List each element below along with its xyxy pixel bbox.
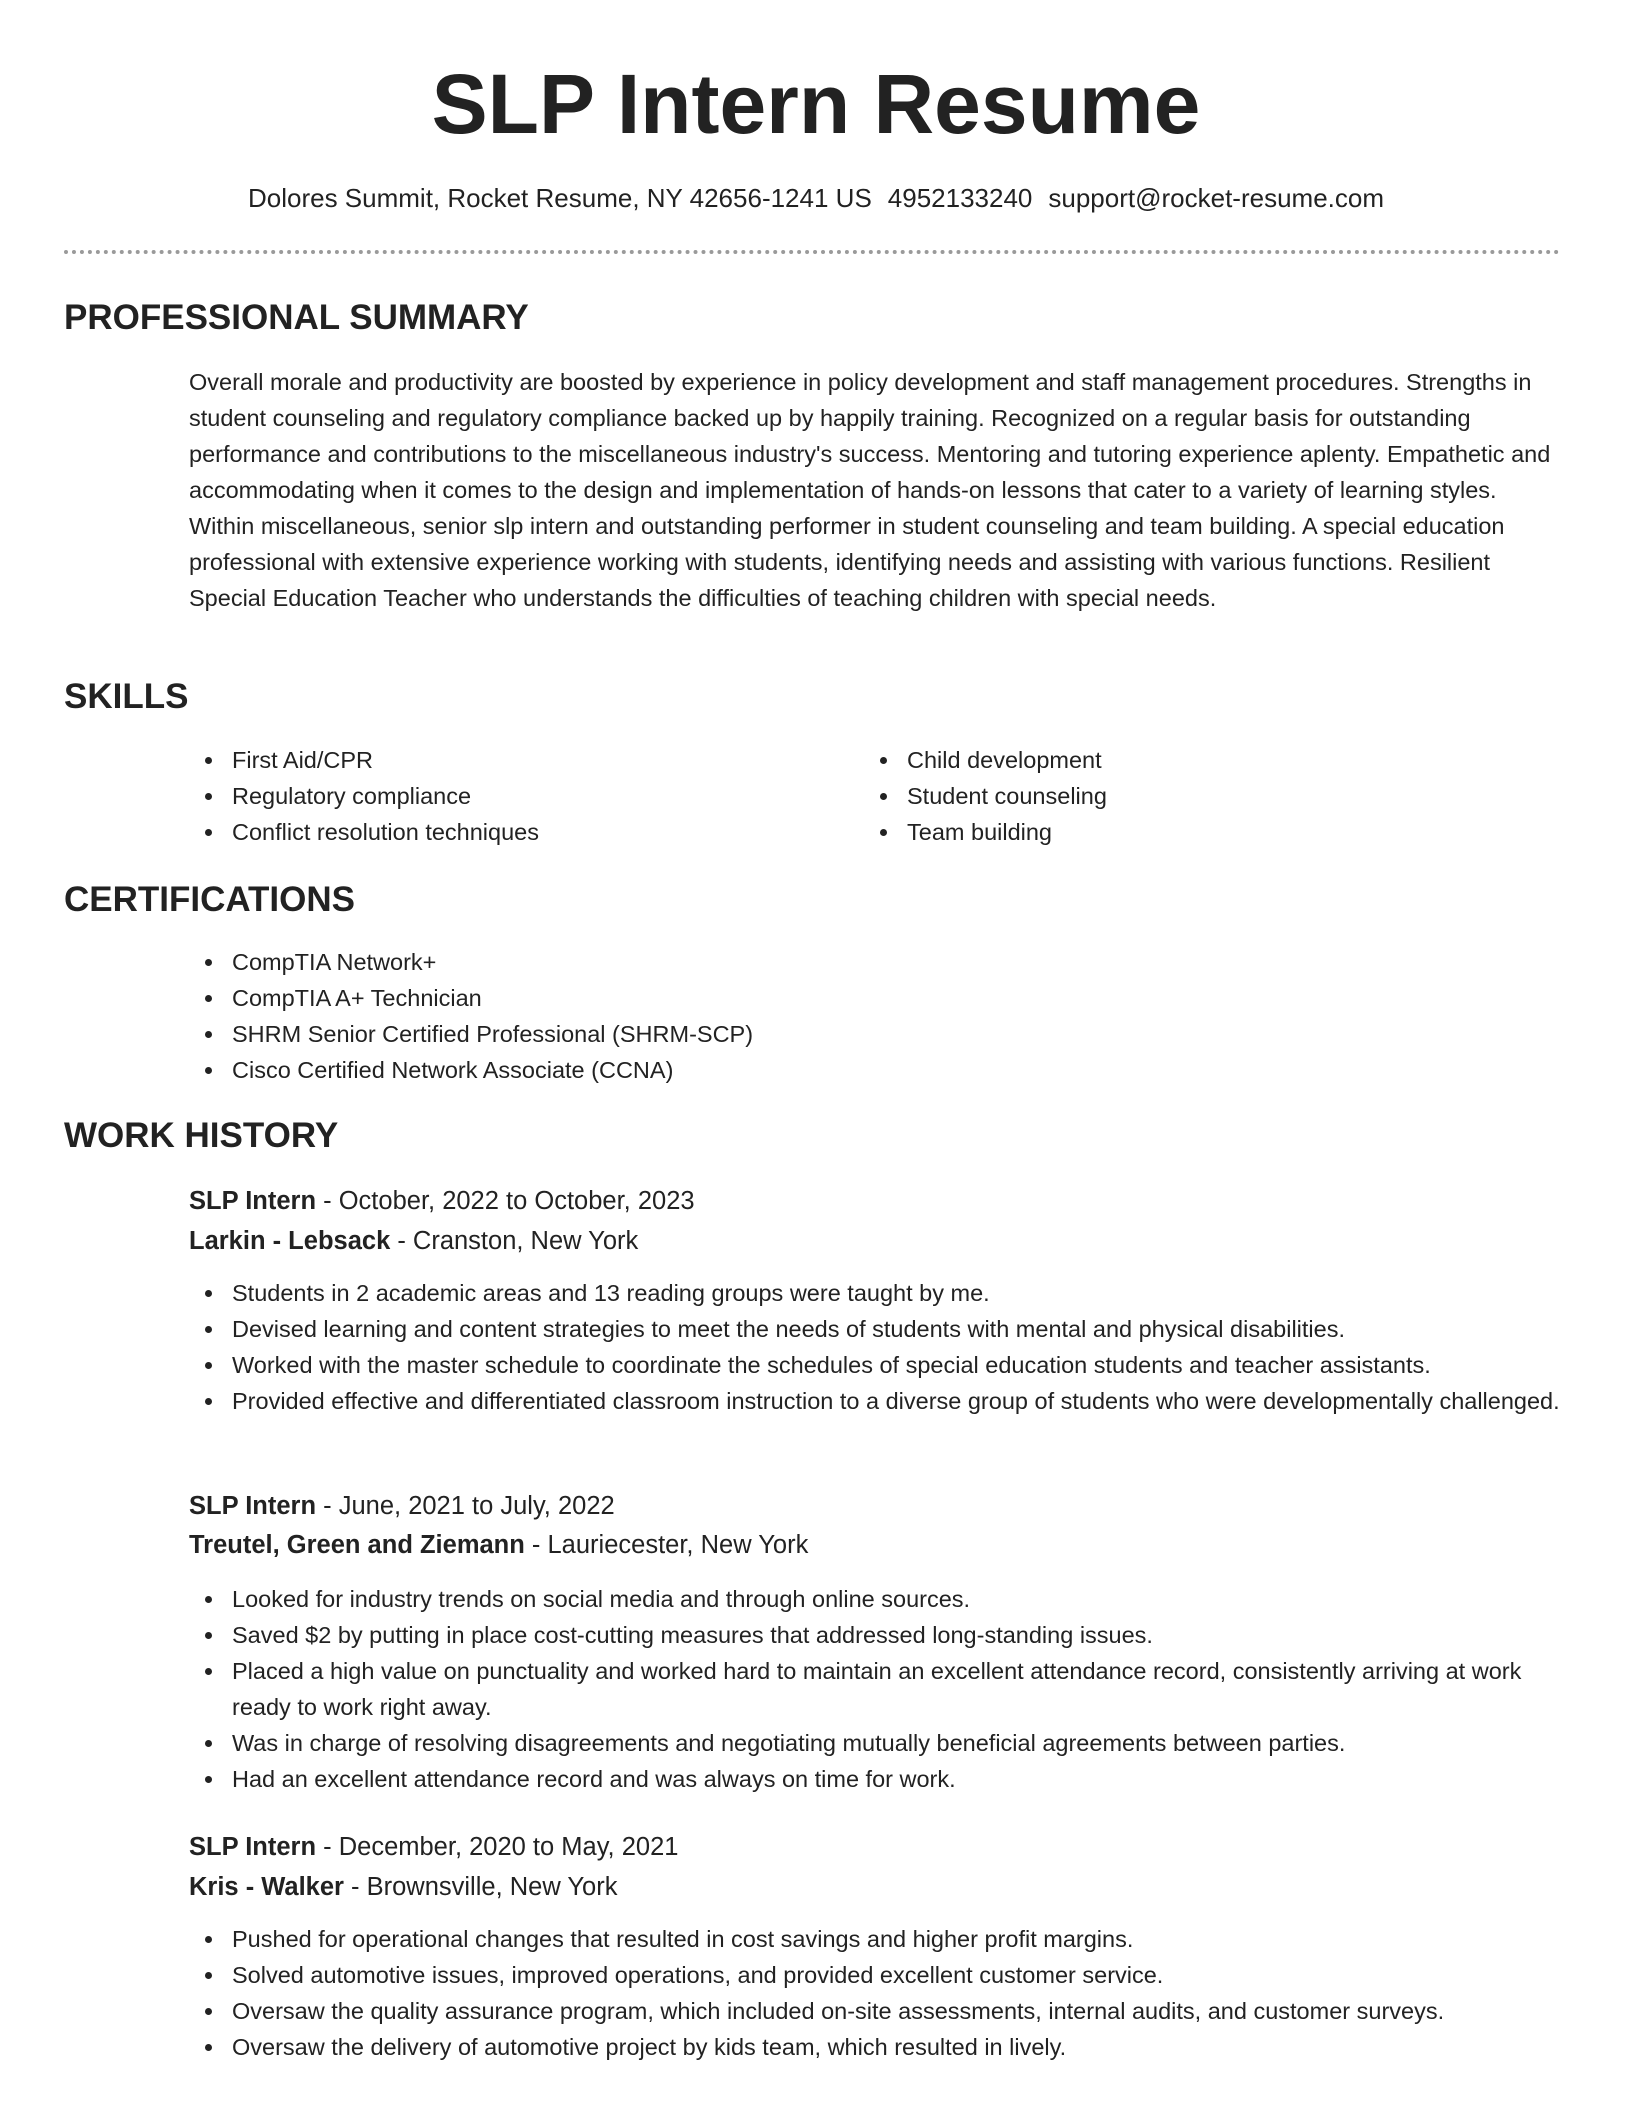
job-company: Treutel, Green and Ziemann [189, 1531, 525, 1559]
skill-item: First Aid/CPR [189, 742, 849, 778]
job-bullet: Devised learning and content strategies to meet the needs of students with mental and physical disabilities. [189, 1311, 1569, 1347]
job-bullets [189, 1275, 1569, 1419]
certifications-list [189, 944, 1559, 1088]
skill-item: Regulatory compliance [189, 778, 849, 814]
resume-title: SLP Intern Resume [431, 57, 1201, 151]
job-bullet: Saved $2 by putting in place cost-cutting measures that addressed long-standing issues. [189, 1617, 1559, 1653]
job-bullet: Solved automotive issues, improved operations, and provided excellent customer service. [189, 1957, 1569, 1993]
contact-email: support@rocket-resume.com [1048, 183, 1385, 213]
job-bullet: Students in 2 academic areas and 13 reading groups were taught by me. [189, 1275, 1569, 1311]
skill-item: Student counseling [864, 778, 1524, 814]
skills-heading: SKILLS [64, 677, 189, 716]
job-title-line [189, 1487, 615, 1525]
job-bullet: Placed a high value on punctuality and worked hard to maintain an excellent attendance record, consistently arriving at work ready to work right away. [189, 1653, 1559, 1725]
summary-text: Overall morale and productivity are boosted by experience in policy development and staff management procedures. Strengths in student counseling and regulatory compliance backed up by happily training. Recognized on a regular basis for outstanding performance and contributions to the miscellaneous industry's success. Mentoring and tutoring experience aplenty. Empathetic and accommodating when it comes to the design and implementation of hands-on lessons that cater to a variety of learning styles. Within miscellaneous, senior slp intern and outstanding performer in student counseling and team building. A special education professional with extensive experience working with students, identifying needs and assisting with various functions. Resilient Special Education Teacher who understands the difficulties of teaching children with special needs. [189, 369, 1551, 611]
job-company-line [189, 1526, 808, 1564]
job-title: SLP Intern [189, 1187, 317, 1215]
job-company-line [189, 1222, 638, 1260]
work-history-heading: WORK HISTORY [64, 1116, 339, 1155]
job-location: - Lauriecester, New York [524, 1531, 809, 1559]
job-location: - Brownsville, New York [343, 1873, 618, 1901]
summary-heading: PROFESSIONAL SUMMARY [64, 298, 529, 337]
skill-item: Conflict resolution techniques [189, 814, 849, 850]
job-bullets [189, 1581, 1559, 1797]
certifications-heading: CERTIFICATIONS [64, 880, 356, 919]
certification-item: CompTIA A+ Technician [189, 980, 1559, 1016]
job-title-line [189, 1828, 678, 1866]
job-dates: - October, 2022 to October, 2023 [316, 1187, 695, 1215]
certification-item: Cisco Certified Network Associate (CCNA) [189, 1052, 1559, 1088]
job-location: - Cranston, New York [390, 1227, 639, 1255]
job-bullet: Looked for industry trends on social media and through online sources. [189, 1581, 1559, 1617]
certification-item: CompTIA Network+ [189, 944, 1559, 980]
header-divider [64, 250, 1560, 254]
job-bullet: Pushed for operational changes that resulted in cost savings and higher profit margins. [189, 1921, 1569, 1957]
job-title: SLP Intern [189, 1492, 317, 1520]
skill-item: Team building [864, 814, 1524, 850]
job-bullet: Had an excellent attendance record and was always on time for work. [189, 1761, 1559, 1797]
skill-item: Child development [864, 742, 1524, 778]
skills-list-right [864, 742, 1524, 850]
job-company: Larkin - Lebsack [189, 1227, 391, 1255]
certification-item: SHRM Senior Certified Professional (SHRM-SCP) [189, 1016, 1559, 1052]
skills-list-left [189, 742, 849, 850]
contact-line [0, 178, 1632, 218]
job-bullet: Provided effective and differentiated classroom instruction to a diverse group of students who were developmentally challenged. [189, 1383, 1569, 1419]
job-bullet: Oversaw the delivery of automotive project by kids team, which resulted in lively. [189, 2029, 1569, 2065]
job-company: Kris - Walker [189, 1873, 344, 1901]
job-dates: - December, 2020 to May, 2021 [316, 1833, 679, 1861]
job-bullet: Was in charge of resolving disagreements and negotiating mutually beneficial agreements between parties. [189, 1725, 1559, 1761]
job-bullets [189, 1921, 1569, 2065]
job-bullet: Worked with the master schedule to coordinate the schedules of special education students and teacher assistants. [189, 1347, 1569, 1383]
job-company-line [189, 1868, 617, 1906]
job-dates: - June, 2021 to July, 2022 [316, 1492, 615, 1520]
contact-address: Dolores Summit, Rocket Resume, NY 42656-1241 US [247, 183, 872, 213]
job-title-line [189, 1182, 695, 1220]
contact-phone: 4952133240 [887, 183, 1033, 213]
job-title: SLP Intern [189, 1833, 317, 1861]
job-bullet: Oversaw the quality assurance program, which included on-site assessments, internal audits, and customer surveys. [189, 1993, 1569, 2029]
